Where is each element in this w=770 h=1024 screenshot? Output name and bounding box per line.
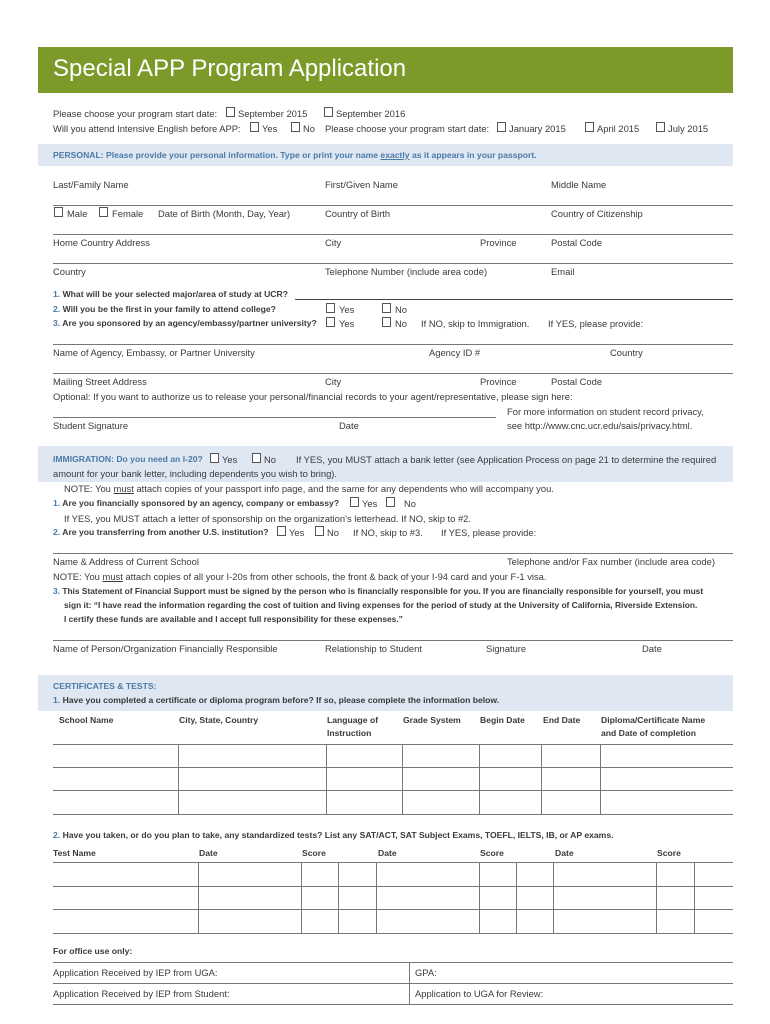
no-label: No — [327, 527, 339, 538]
certificates-heading: CERTIFICATES & TESTS: — [53, 681, 157, 691]
yes-label: Yes — [289, 527, 305, 538]
current-school-label: Name & Address of Current School — [53, 556, 199, 567]
table-col-line — [178, 744, 179, 814]
col-instruction: Instruction — [327, 728, 372, 738]
col-score: Score — [657, 848, 681, 858]
intensive-english-question: Will you attend Intensive English before APP: — [53, 123, 241, 134]
postal-code-label: Postal Code — [551, 237, 603, 248]
table-row-line — [53, 1004, 733, 1005]
yes-label: Yes — [362, 498, 378, 509]
question-tests: 2. Have you taken, or do you plan to take, any standardized tests? List any SAT/ACT, SAT Subject Exams, TOEFL, IELTS, IB, or AP exams. — [53, 830, 614, 840]
date-label: Date — [642, 643, 662, 654]
male-label: Male — [67, 208, 88, 219]
if-yes-note: If YES, please provide: — [441, 527, 537, 538]
table-col-line — [656, 862, 657, 933]
checkbox-sponsor-yes[interactable] — [350, 497, 359, 507]
table-col-line — [301, 862, 302, 933]
table-row-line — [53, 933, 733, 934]
major-answer-line[interactable] — [295, 299, 733, 300]
question-sponsored: 3. Are you sponsored by an agency/embassy/partner university? — [53, 318, 317, 328]
no-label: No — [404, 498, 416, 509]
optional-authorization-text: Optional: If you want to authorize us to release your personal/financial records to your agent/representative, please sign here: — [53, 391, 573, 402]
yes-label: Yes — [339, 304, 355, 315]
office-uga-review: Application to UGA for Review: — [415, 988, 544, 999]
agency-name-label: Name of Agency, Embassy, or Partner University — [53, 347, 255, 358]
table-col-line — [409, 962, 410, 1004]
question-financial-sponsor: 1. Are you financially sponsored by an agency, company or embassy? — [53, 498, 340, 508]
col-school-name: School Name — [59, 715, 114, 725]
table-col-line — [479, 862, 480, 933]
option-label: Yes — [262, 123, 278, 134]
checkbox-i20-yes[interactable] — [210, 453, 219, 463]
home-address-label: Home Country Address — [53, 237, 150, 248]
agency-country-label: Country — [610, 347, 643, 358]
field-line — [53, 344, 733, 345]
checkbox-september-2016[interactable] — [324, 107, 333, 117]
office-iep-from-uga: Application Received by IEP from UGA: — [53, 967, 218, 978]
no-label: No — [395, 304, 407, 315]
dob-label: Date of Birth (Month, Day, Year) — [158, 208, 291, 219]
start-date-question-2: Please choose your program start date: — [325, 123, 490, 134]
immigration-heading: IMMIGRATION: Do you need an I-20? — [53, 454, 203, 464]
passport-note: NOTE: You must attach copies of your passport info page, and the same for any dependents who will accompany you. — [64, 483, 554, 494]
female-label: Female — [112, 208, 144, 219]
col-date: Date — [199, 848, 218, 858]
question-transfer: 2. Are you transferring from another U.S. institution? — [53, 527, 269, 537]
table-col-line — [376, 862, 377, 933]
table-row-line — [53, 744, 733, 745]
field-line — [53, 640, 733, 641]
yes-label: Yes — [222, 454, 238, 465]
city-label: City — [325, 237, 342, 248]
field-line — [53, 263, 733, 264]
skip-immigration-note: If NO, skip to Immigration. — [421, 318, 530, 329]
field-line — [53, 234, 733, 235]
country-label: Country — [53, 266, 86, 277]
office-iep-from-student: Application Received by IEP from Student: — [53, 988, 230, 999]
start-date-question: Please choose your program start date: — [53, 108, 218, 119]
option-label: No — [303, 123, 315, 134]
mailing-address-label: Mailing Street Address — [53, 376, 147, 387]
table-col-line — [694, 862, 695, 933]
col-city-state-country: City, State, Country — [179, 715, 259, 725]
option-label: April 2015 — [597, 123, 640, 134]
col-date: Date — [378, 848, 397, 858]
bank-letter-note-2: amount for your bank letter, including dependents you wish to bring). — [53, 468, 338, 479]
country-citizenship-label: Country of Citizenship — [551, 208, 643, 219]
telephone-label: Telephone Number (include area code) — [325, 266, 488, 277]
field-line — [53, 373, 733, 374]
col-date: Date — [555, 848, 574, 858]
if-yes-note: If YES, please provide: — [548, 318, 644, 329]
col-completion-date: and Date of completion — [601, 728, 697, 738]
table-col-line — [541, 744, 542, 814]
no-label: No — [395, 318, 407, 329]
last-name-label: Last/Family Name — [53, 179, 129, 190]
table-col-line — [198, 862, 199, 933]
checkbox-transfer-no[interactable] — [315, 526, 324, 536]
table-col-line — [600, 744, 601, 814]
table-row-line — [53, 790, 733, 791]
i20-note: NOTE: You must attach copies of all your I-20s from other schools, the front & back of your I-94 card and your F-1 visa. — [53, 571, 547, 582]
col-begin-date: Begin Date — [480, 715, 525, 725]
middle-name-label: Middle Name — [551, 179, 607, 190]
col-test-name: Test Name — [53, 848, 96, 858]
col-end-date: End Date — [543, 715, 581, 725]
no-label: No — [264, 454, 276, 465]
option-label: July 2015 — [668, 123, 709, 134]
question-certificate: 1. Have you completed a certificate or diploma program before? If so, please complete the information below. — [53, 695, 500, 705]
checkbox-april-2015[interactable] — [585, 122, 594, 132]
checkbox-transfer-yes[interactable] — [277, 526, 286, 536]
postal-code-label: Postal Code — [551, 376, 603, 387]
checkbox-female[interactable] — [99, 207, 108, 217]
yes-label: Yes — [339, 318, 355, 329]
table-row-line — [53, 814, 733, 815]
option-label: September 2015 — [238, 108, 308, 119]
checkbox-i20-no[interactable] — [252, 453, 261, 463]
table-row-line — [53, 886, 733, 887]
date-label: Date — [339, 420, 359, 431]
table-col-line — [553, 862, 554, 933]
checkbox-sponsored-yes[interactable] — [326, 317, 335, 327]
personal-heading: PERSONAL: Please provide your personal information. Type or print your name exactly as it appears in your passport. — [53, 150, 537, 160]
student-signature-label: Student Signature — [53, 420, 129, 431]
bank-letter-note-1: If YES, you MUST attach a bank letter (see Application Process on page 21 to determine the required — [296, 454, 717, 465]
table-row-line — [53, 962, 733, 963]
signature-line[interactable] — [53, 417, 496, 418]
checkbox-sponsor-no[interactable] — [386, 497, 395, 507]
field-line — [53, 205, 733, 206]
financial-statement-line3: I certify these funds are available and I accept full responsibility for these expenses.” — [64, 614, 403, 624]
school-phone-label: Telephone and/or Fax number (include area code) — [507, 556, 715, 567]
question-major: 1. What will be your selected major/area of study at UCR? — [53, 289, 288, 299]
option-label: January 2015 — [509, 123, 566, 134]
privacy-url-text: see http://www.cnc.ucr.edu/sais/privacy.html. — [507, 420, 693, 431]
col-diploma-name: Diploma/Certificate Name — [601, 715, 706, 725]
table-col-line — [516, 862, 517, 933]
col-grade-system: Grade System — [403, 715, 461, 725]
page-title: Special APP Program Application — [53, 55, 407, 82]
col-score: Score — [480, 848, 504, 858]
skip-note: If NO, skip to #3. — [353, 527, 423, 538]
province-label: Province — [480, 237, 517, 248]
option-label: September 2016 — [336, 108, 406, 119]
privacy-info-text: For more information on student record privacy, — [507, 406, 704, 417]
relationship-label: Relationship to Student — [325, 643, 422, 654]
financial-statement-line1: 3. This Statement of Financial Support must be signed by the person who is financially responsible for you. If you are financially responsible for yourself, you must — [53, 586, 704, 596]
table-row-line — [53, 909, 733, 910]
table-col-line — [402, 744, 403, 814]
country-birth-label: Country of Birth — [325, 208, 391, 219]
field-line — [53, 553, 733, 554]
responsible-name-label: Name of Person/Organization Financially Responsible — [53, 643, 278, 654]
first-name-label: First/Given Name — [325, 179, 398, 190]
checkbox-first-college-yes[interactable] — [326, 303, 335, 313]
col-score: Score — [302, 848, 326, 858]
question-first-college: 2. Will you be the first in your family to attend college? — [53, 304, 276, 314]
office-gpa: GPA: — [415, 967, 437, 978]
checkbox-september-2015[interactable] — [226, 107, 235, 117]
checkbox-first-college-no[interactable] — [382, 303, 391, 313]
sponsorship-letter-note: If YES, you MUST attach a letter of sponsorship on the organization’s letterhead. If NO, skip to #2. — [64, 513, 471, 524]
table-row-line — [53, 983, 733, 984]
checkbox-sponsored-no[interactable] — [382, 317, 391, 327]
financial-statement-line2: sign it: “I have read the information regarding the cost of tuition and living expenses for the period of study at the University of California, Riverside Extension. — [64, 600, 698, 610]
checkbox-male[interactable] — [54, 207, 63, 217]
table-col-line — [479, 744, 480, 814]
agency-id-label: Agency ID # — [429, 347, 481, 358]
office-use-heading: For office use only: — [53, 946, 133, 956]
table-col-line — [338, 862, 339, 933]
signature-label: Signature — [486, 643, 527, 654]
checkbox-ie-no[interactable] — [291, 122, 300, 132]
table-row-line — [53, 862, 733, 863]
table-col-line — [326, 744, 327, 814]
province-label: Province — [480, 376, 517, 387]
col-language: Language of — [327, 715, 379, 725]
checkbox-july-2015[interactable] — [656, 122, 665, 132]
email-label: Email — [551, 266, 575, 277]
city-label: City — [325, 376, 342, 387]
checkbox-january-2015[interactable] — [497, 122, 506, 132]
checkbox-ie-yes[interactable] — [250, 122, 259, 132]
table-row-line — [53, 767, 733, 768]
